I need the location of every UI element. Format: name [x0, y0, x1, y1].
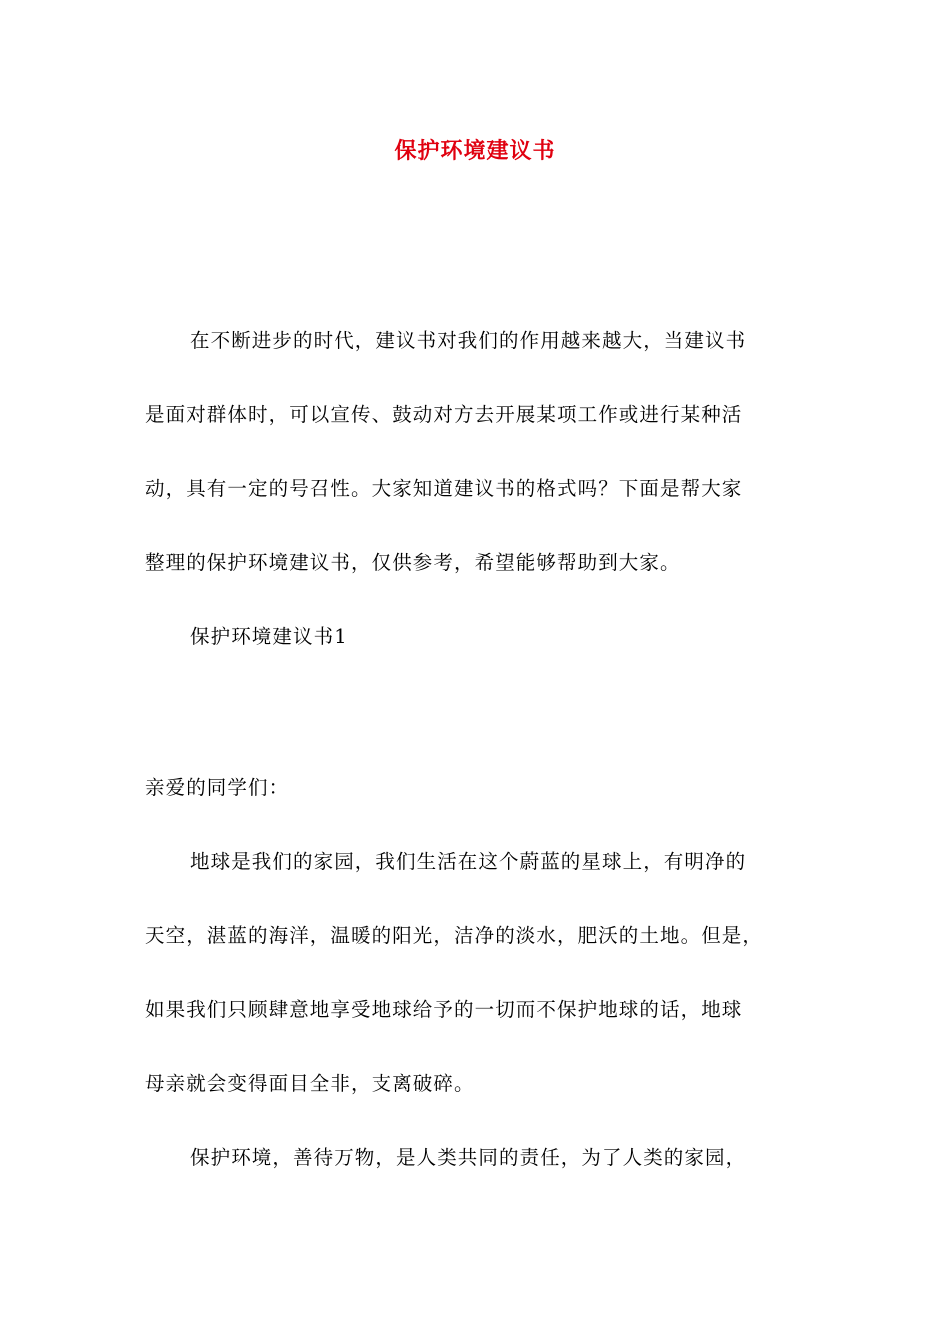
paragraph-line: 动，具有一定的号召性。大家知道建议书的格式吗？下面是帮大家 — [145, 477, 743, 500]
paragraph-line: 地球是我们的家园，我们生活在这个蔚蓝的星球上，有明净的 — [190, 850, 747, 873]
paragraph-line: 整理的保护环境建议书，仅供参考，希望能够帮助到大家。 — [145, 551, 681, 574]
section-heading: 保护环境建议书1 — [190, 625, 348, 648]
paragraph-line: 保护环境，善待万物，是人类共同的责任，为了人类的家园， — [190, 1146, 747, 1169]
paragraph-line: 在不断进步的时代，建议书对我们的作用越来越大，当建议书 — [190, 329, 747, 352]
paragraph-line: 如果我们只顾肆意地享受地球给予的一切而不保护地球的话，地球 — [145, 998, 743, 1021]
paragraph-line: 天空，湛蓝的海洋，温暖的阳光，洁净的淡水，肥沃的土地。但是， — [145, 924, 764, 947]
salutation: 亲爱的同学们： — [145, 776, 290, 799]
paragraph-line: 是面对群体时，可以宣传、鼓动对方去开展某项工作或进行某种活 — [145, 403, 743, 426]
paragraph-line: 母亲就会变得面目全非，支离破碎。 — [145, 1072, 475, 1095]
document-title: 保护环境建议书 — [394, 138, 556, 164]
